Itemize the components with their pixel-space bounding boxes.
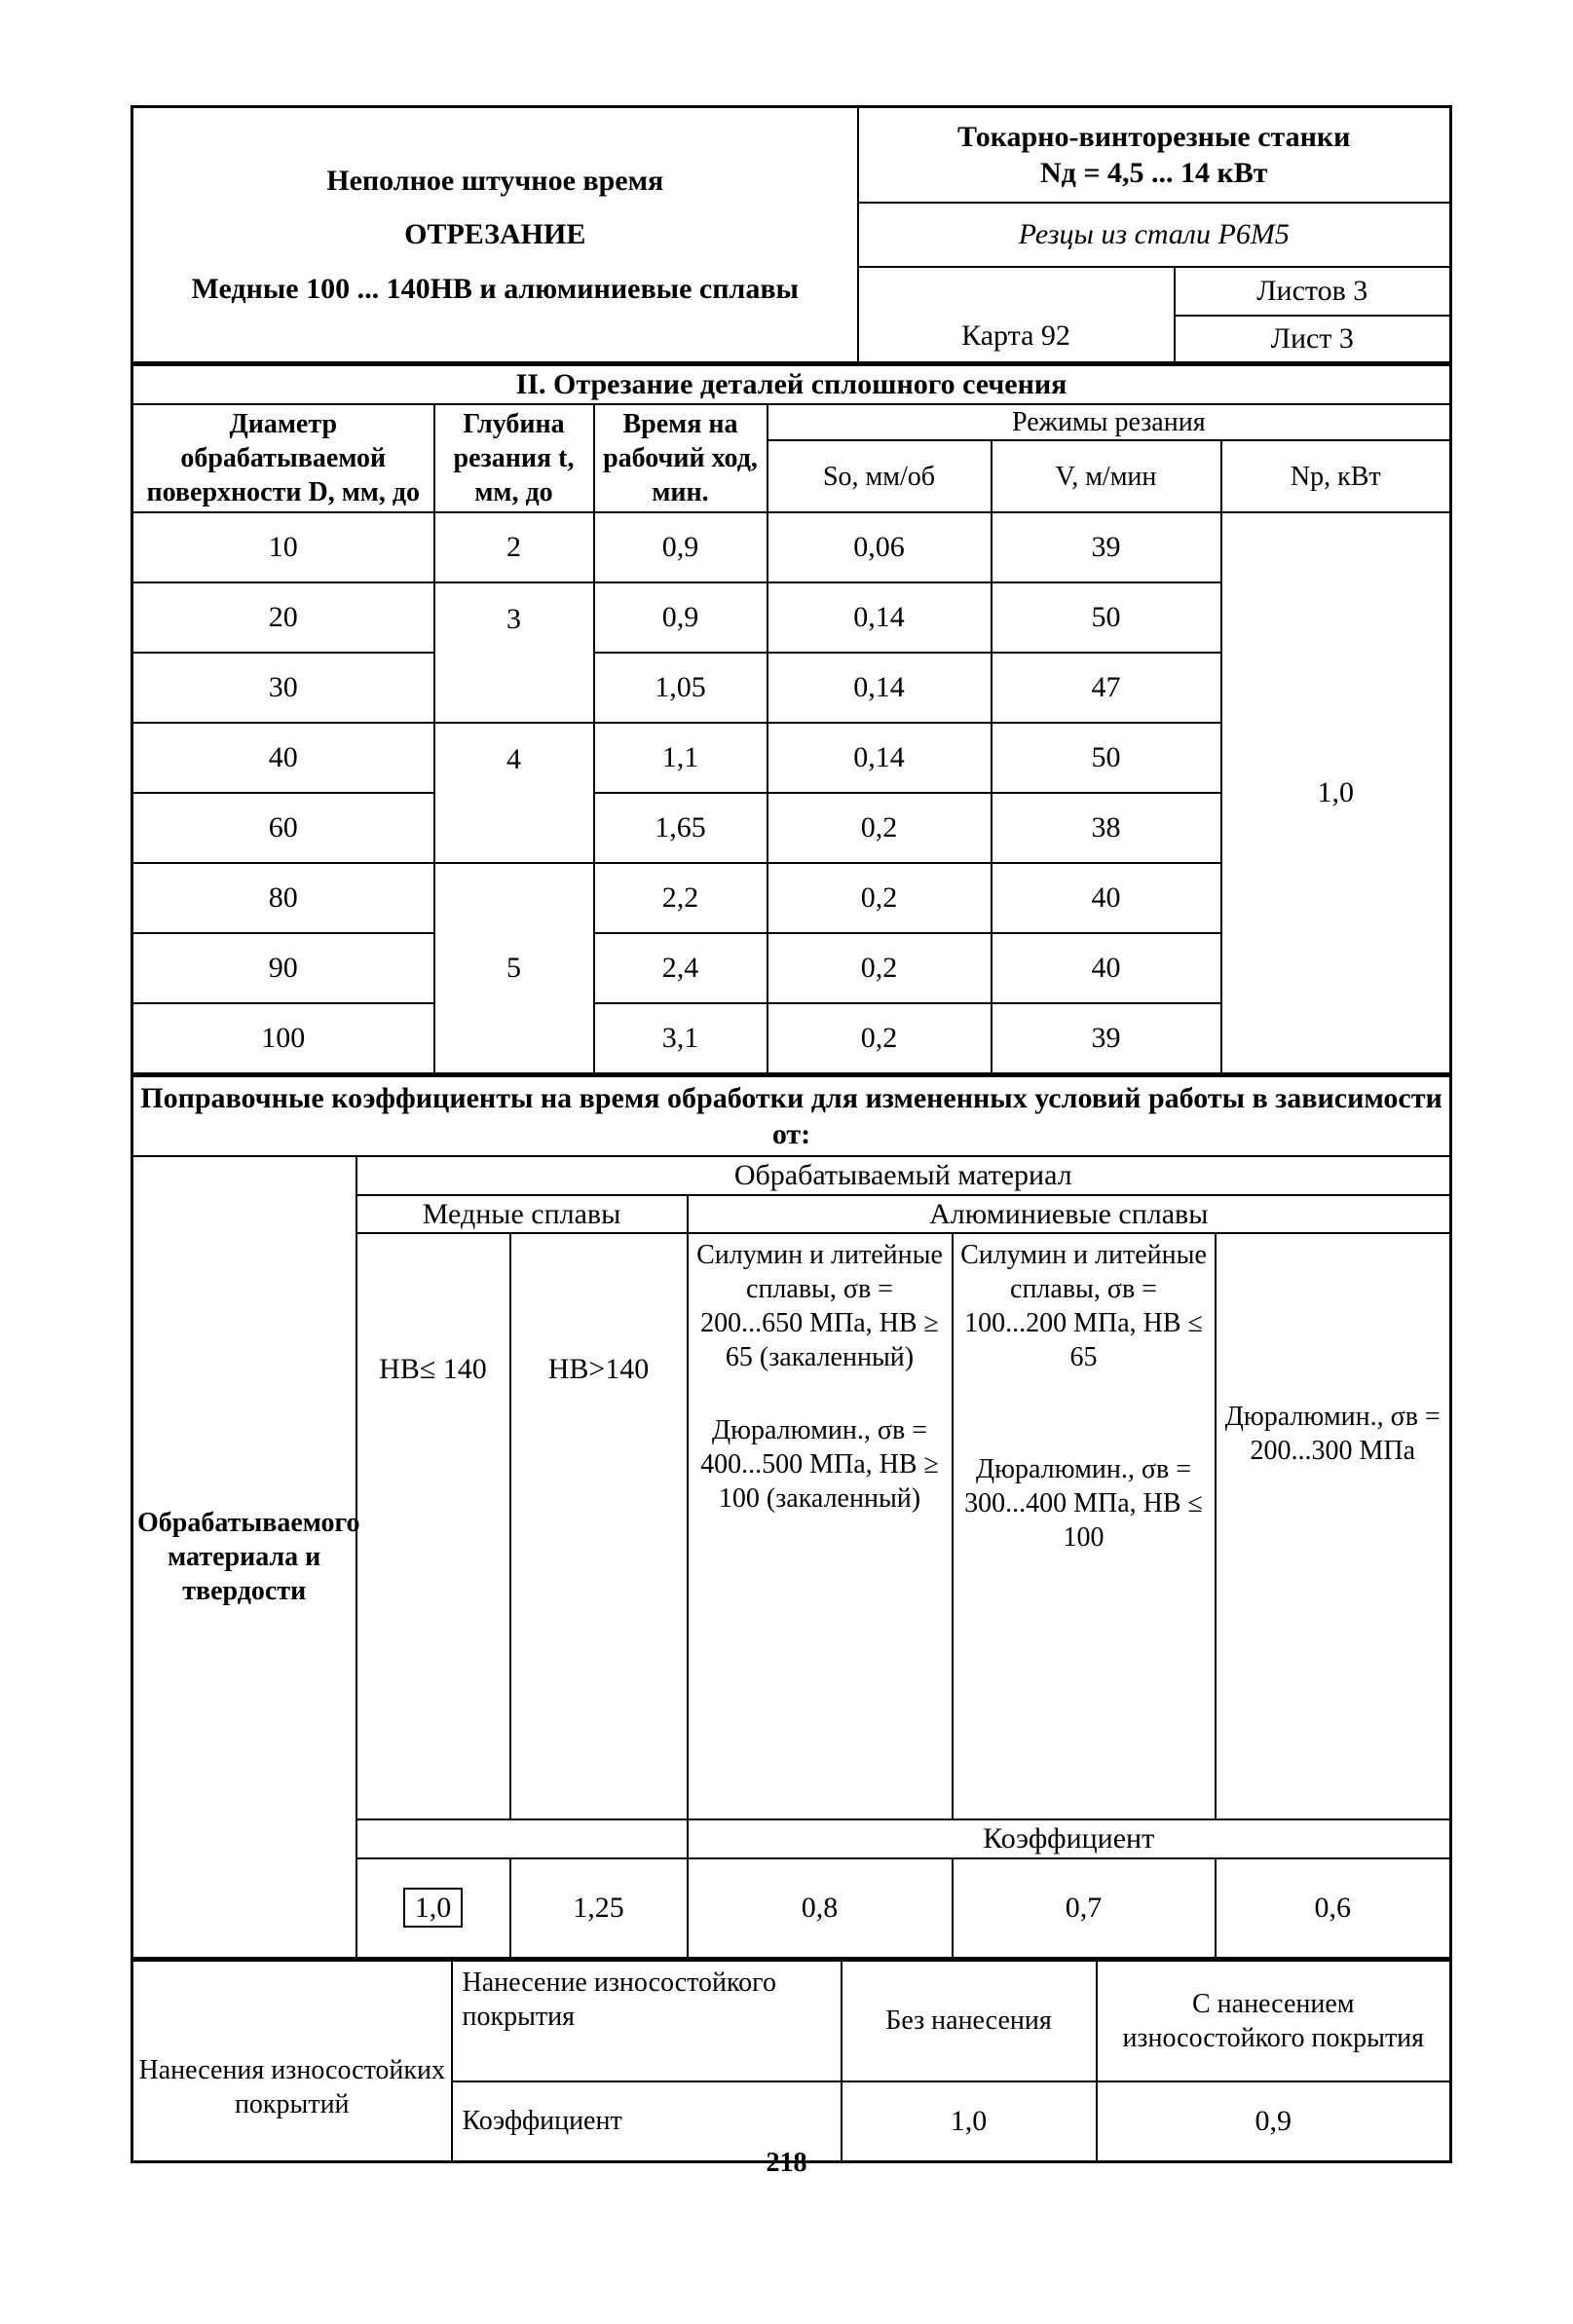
coef-cell: 0,8 bbox=[688, 1858, 953, 1959]
cell-time: 0,9 bbox=[594, 582, 768, 653]
cell-diameter: 80 bbox=[132, 863, 434, 933]
duralumin-soft: Дюралюмин., σв = 200...300 МПа bbox=[1216, 1233, 1451, 1819]
cell-time: 2,2 bbox=[594, 863, 768, 933]
cell-v: 50 bbox=[992, 723, 1221, 793]
coating-table bbox=[131, 1960, 1452, 2163]
coating-header: Нанесение износостойкого покрытия bbox=[452, 1961, 842, 2081]
cell-so: 0,14 bbox=[768, 653, 992, 723]
hb-le-140: НВ≤ 140 bbox=[356, 1233, 510, 1819]
cell-v: 40 bbox=[992, 863, 1221, 933]
cell-v: 39 bbox=[992, 1003, 1221, 1074]
cell-diameter: 30 bbox=[132, 653, 434, 723]
header-machine bbox=[858, 107, 1451, 204]
cell-so: 0,06 bbox=[768, 512, 992, 582]
cell-v: 50 bbox=[992, 582, 1221, 653]
sheet-number: Лист 3 bbox=[1175, 316, 1451, 363]
coef-cell: 1,25 bbox=[510, 1858, 688, 1959]
cell-so: 0,14 bbox=[768, 723, 992, 793]
cell-time: 1,05 bbox=[594, 653, 768, 723]
cell-v: 47 bbox=[992, 653, 1221, 723]
aluminium-header: Алюминиевые сплавы bbox=[688, 1195, 1451, 1234]
cell-so: 0,2 bbox=[768, 863, 992, 933]
col-so: Sо, мм/об bbox=[768, 440, 992, 512]
tools-text: Резцы из стали Р6М5 bbox=[858, 203, 1451, 267]
cell-diameter: 20 bbox=[132, 582, 434, 653]
coef-cell bbox=[356, 1858, 510, 1959]
header-operation: ОТРЕЗАНИЕ bbox=[404, 218, 586, 251]
silumin-hardened-text: Силумин и литейные сплавы, σв = 200...650 МПа, НВ ≥ 65 (закаленный) bbox=[696, 1240, 943, 1372]
cell-so: 0,2 bbox=[768, 933, 992, 1003]
document-page bbox=[131, 105, 1449, 2163]
table-row bbox=[132, 512, 1451, 582]
coef-cell: 0,7 bbox=[953, 1858, 1216, 1959]
cell-time: 2,4 bbox=[594, 933, 768, 1003]
machine-power: Nд = 4,5 ... 14 кВт bbox=[1040, 157, 1268, 189]
cutting-table bbox=[131, 364, 1452, 1075]
coating-coef-label: Коэффициент bbox=[452, 2081, 842, 2162]
cell-diameter: 90 bbox=[132, 933, 434, 1003]
col-v: V, м/мин bbox=[992, 440, 1221, 512]
col-modes: Режимы резания bbox=[768, 404, 1451, 440]
cell-time: 0,9 bbox=[594, 512, 768, 582]
coating-coef-without: 1,0 bbox=[842, 2081, 1097, 2162]
cell-time: 1,1 bbox=[594, 723, 768, 793]
section-title: II. Отрезание деталей сплошного сечения bbox=[132, 365, 1451, 404]
page-number: 218 bbox=[766, 2148, 807, 2178]
material-row-label: Обрабатываемого материала и твердости bbox=[132, 1156, 356, 1958]
cell-time: 3,1 bbox=[594, 1003, 768, 1074]
cell-so: 0,2 bbox=[768, 1003, 992, 1074]
cell-np: 1,0 bbox=[1221, 512, 1451, 1074]
cell-so: 0,2 bbox=[768, 793, 992, 863]
machine-type: Токарно-винторезные станки bbox=[957, 120, 1351, 153]
card-number: Карта 92 bbox=[858, 267, 1175, 363]
coef-boxed-value: 1,0 bbox=[403, 1888, 464, 1929]
col-depth: Глубина резания t, мм, до bbox=[434, 404, 594, 512]
header-table bbox=[131, 105, 1452, 364]
col-diameter: Диаметр обрабатываемой поверхности D, мм, до bbox=[132, 404, 434, 512]
corrections-title: Поправочные коэффициенты на время обработки для измененных условий работы в зависимости от: bbox=[132, 1076, 1451, 1156]
coef-header: Коэффициент bbox=[688, 1819, 1451, 1858]
cell-diameter: 60 bbox=[132, 793, 434, 863]
cell-diameter: 40 bbox=[132, 723, 434, 793]
silumin-cast-text: Силумин и литейные сплавы, σв = 100...200 МПа, НВ ≤ 65 bbox=[960, 1240, 1207, 1372]
col-time: Время на рабочий ход, мин. bbox=[594, 404, 768, 512]
sheets-total: Листов 3 bbox=[1175, 267, 1451, 316]
silumin-cast bbox=[953, 1233, 1216, 1819]
col-np: Nр, кВт bbox=[1221, 440, 1451, 512]
copper-header: Медные сплавы bbox=[356, 1195, 688, 1234]
coating-with: С нанесением износостойкого покрытия bbox=[1097, 1961, 1451, 2081]
coef-header-blank bbox=[356, 1819, 688, 1858]
cell-depth: 5 bbox=[434, 863, 594, 1074]
corrections-table bbox=[131, 1075, 1452, 1960]
cell-v: 39 bbox=[992, 512, 1221, 582]
header-title: Неполное штучное время bbox=[326, 164, 664, 197]
cell-v: 40 bbox=[992, 933, 1221, 1003]
cell-time: 1,65 bbox=[594, 793, 768, 863]
cell-depth: 4 bbox=[434, 723, 594, 863]
cell-depth: 3 bbox=[434, 582, 594, 723]
silumin-hardened bbox=[688, 1233, 953, 1819]
hb-gt-140: НВ>140 bbox=[510, 1233, 688, 1819]
header-material: Медные 100 ... 140НВ и алюминиевые сплавы bbox=[191, 272, 799, 305]
header-left bbox=[132, 107, 858, 363]
cell-diameter: 100 bbox=[132, 1003, 434, 1074]
cell-v: 38 bbox=[992, 793, 1221, 863]
coating-without: Без нанесения bbox=[842, 1961, 1097, 2081]
duralumin-hardened-text: Дюралюмин., σв = 400...500 МПа, НВ ≥ 100 (закаленный) bbox=[700, 1415, 939, 1514]
duralumin-cast-text: Дюралюмин., σв = 300...400 МПа, НВ ≤ 100 bbox=[964, 1454, 1203, 1553]
coef-cell: 0,6 bbox=[1216, 1858, 1451, 1959]
cell-diameter: 10 bbox=[132, 512, 434, 582]
cell-so: 0,14 bbox=[768, 582, 992, 653]
coating-coef-with: 0,9 bbox=[1097, 2081, 1451, 2162]
material-header: Обрабатываемый материал bbox=[356, 1156, 1451, 1195]
cell-depth: 2 bbox=[434, 512, 594, 582]
coating-row-label: Нанесения износостойких покрытий bbox=[132, 1961, 452, 2162]
